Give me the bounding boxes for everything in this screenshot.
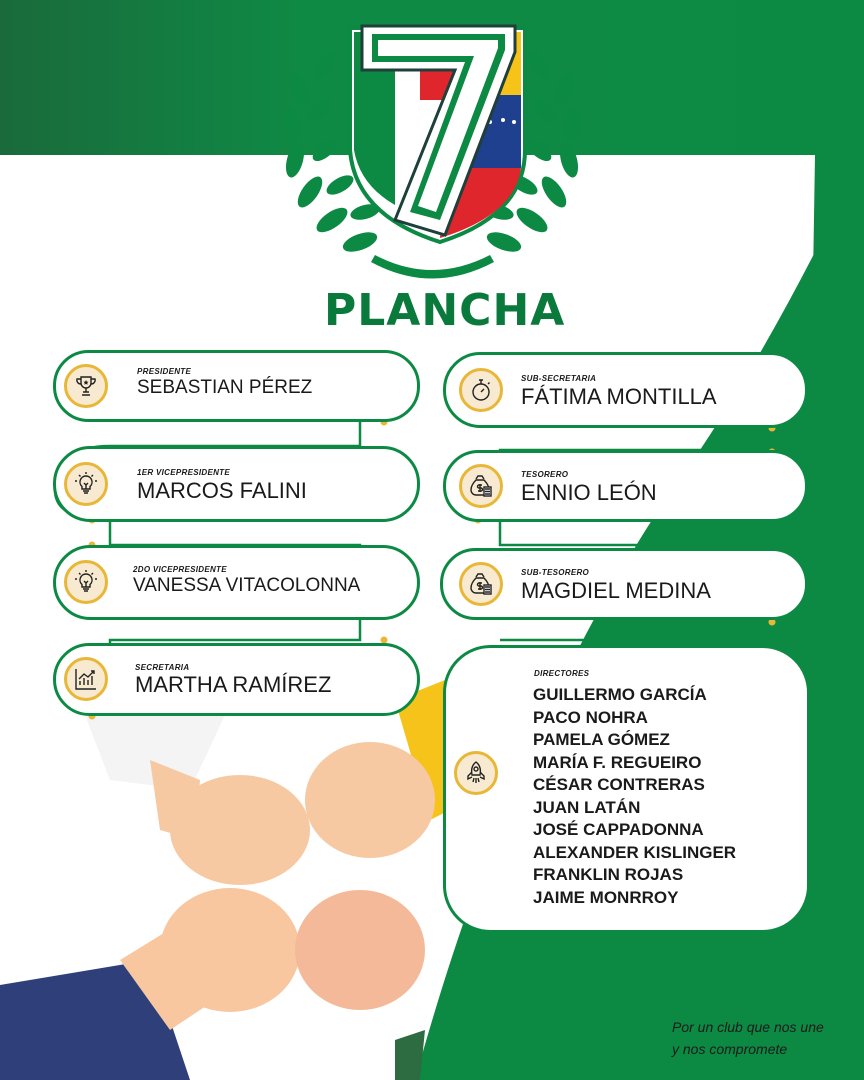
list-item: JAIME MONRROY <box>533 887 679 907</box>
list-item: JUAN LATÁN <box>533 797 641 817</box>
role-label: SUB-SECRETARIA <box>521 374 597 383</box>
trophy-icon <box>64 364 108 408</box>
member-name: ENNIO LEÓN <box>521 480 657 505</box>
card-secretaria <box>53 643 420 716</box>
member-name: MARTHA RAMÍREZ <box>135 672 332 697</box>
role-label: TESORERO <box>521 470 569 479</box>
role-label: SUB-TESORERO <box>521 568 590 577</box>
member-name: MAGDIEL MEDINA <box>521 578 711 603</box>
list-item: CÉSAR CONTRERAS <box>533 775 705 794</box>
role-label: PRESIDENTE <box>137 367 192 376</box>
list-item: GUILLERMO GARCÍA <box>533 685 707 704</box>
list-item: PAMELA GÓMEZ <box>533 730 670 749</box>
member-name: MARCOS FALINI <box>137 478 307 503</box>
member-name: FÁTIMA MONTILLA <box>521 384 717 409</box>
card-vicepresidente-2 <box>53 545 420 620</box>
role-label: DIRECTORES <box>534 669 590 678</box>
lightbulb-icon <box>64 560 108 604</box>
card-sub-secretaria <box>443 352 808 428</box>
role-label: 1ER VICEPRESIDENTE <box>137 468 230 477</box>
card-sub-tesorero <box>440 548 808 620</box>
directors-list <box>533 684 736 909</box>
stopwatch-icon <box>459 368 503 412</box>
list-item: FRANKLIN ROJAS <box>533 865 684 884</box>
lightbulb-icon <box>64 462 108 506</box>
slogan <box>672 1016 824 1060</box>
card-tesorero <box>443 450 808 522</box>
role-label: SECRETARIA <box>135 663 190 672</box>
member-name: VANESSA VITACOLONNA <box>133 575 361 596</box>
chart-icon <box>64 657 108 701</box>
list-item: JOSÉ CAPPADONNA <box>533 820 704 839</box>
list-item: ALEXANDER KISLINGER <box>533 842 737 862</box>
role-label: 2DO VICEPRESIDENTE <box>133 565 227 574</box>
page-title: PLANCHA <box>324 285 566 336</box>
list-item: MARÍA F. REGUEIRO <box>533 752 702 772</box>
money-bag-icon <box>459 562 503 606</box>
list-item: PACO NOHRA <box>533 707 648 727</box>
card-presidente <box>53 350 420 422</box>
rocket-icon <box>454 751 498 795</box>
money-bag-icon <box>459 464 503 508</box>
slogan-line-1: Por un club que nos une <box>672 1019 824 1035</box>
slogan-line-2: y nos compromete <box>672 1041 788 1057</box>
member-name: SEBASTIAN PÉREZ <box>137 377 313 398</box>
card-vicepresidente-1 <box>53 446 420 522</box>
